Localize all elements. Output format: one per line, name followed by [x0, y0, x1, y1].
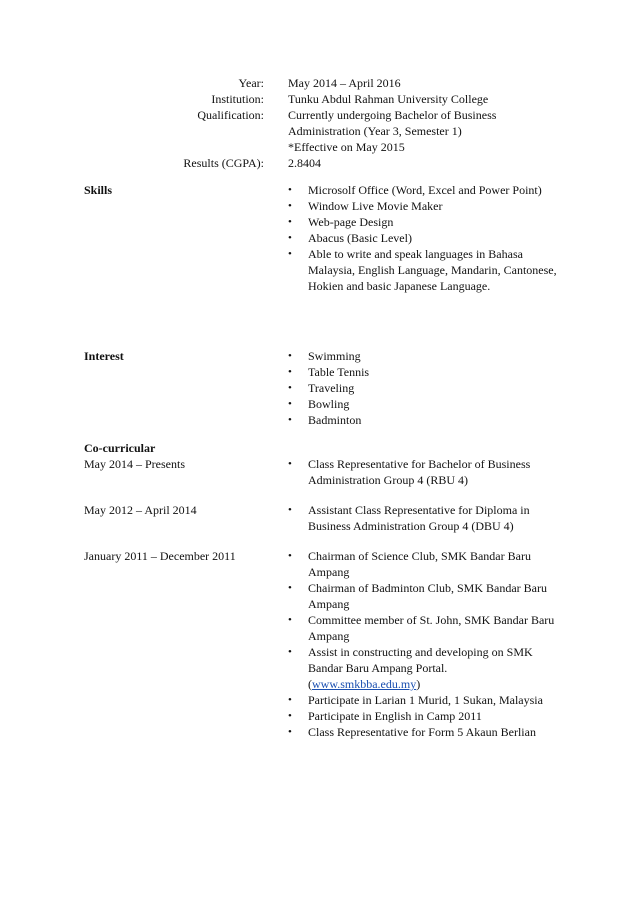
activity-text: Chairman of Badminton Club, SMK Bandar Baru Ampang — [308, 581, 547, 611]
qualification-value: Currently undergoing Bachelor of Business — [288, 108, 497, 122]
bullet-icon: • — [288, 582, 292, 594]
list-item — [288, 724, 558, 740]
activity-text: Class Representative for Bachelor of Business Administration Group 4 (RBU 4) — [308, 457, 531, 487]
list-item — [288, 502, 558, 534]
bullet-icon: • — [288, 350, 292, 362]
interest-text: Table Tennis — [308, 365, 370, 379]
list-item — [288, 644, 558, 692]
qualification-value-line2: Administration (Year 3, Semester 1) — [288, 124, 462, 138]
bullet-icon: • — [288, 550, 292, 562]
bullet-icon: • — [288, 200, 292, 212]
portal-link-wrap: (www.smkbba.edu.my) — [308, 677, 421, 691]
activity-text: Participate in English in Camp 2011 — [308, 709, 482, 723]
list-item — [288, 246, 558, 294]
interest-text: Traveling — [308, 381, 355, 395]
institution-label: Institution: — [211, 92, 264, 106]
activity-text: Class Representative for Form 5 Akaun Berlian — [308, 725, 536, 739]
cocurricular-list-2 — [288, 502, 558, 534]
activity-text: Committee member of St. John, SMK Bandar Baru Ampang — [308, 613, 555, 643]
list-item — [288, 380, 558, 396]
interest-text: Bowling — [308, 397, 350, 411]
interest-list — [288, 348, 558, 428]
year-value: May 2014 – April 2016 — [288, 76, 401, 90]
period-label: January 2011 – December 2011 — [84, 549, 236, 563]
list-item — [288, 364, 558, 380]
skill-text: Web-page Design — [308, 215, 394, 229]
bullet-icon: • — [288, 366, 292, 378]
bullet-icon: • — [288, 694, 292, 706]
skill-text: Window Live Movie Maker — [308, 199, 443, 213]
bullet-icon: • — [288, 726, 292, 738]
list-item — [288, 580, 558, 612]
activity-text: Participate in Larian 1 Murid, 1 Sukan, Malaysia — [308, 693, 543, 707]
bullet-icon: • — [288, 458, 292, 470]
list-item — [288, 708, 558, 724]
period-label: May 2014 – Presents — [84, 457, 185, 471]
cocurricular-heading: Co-curricular — [84, 441, 156, 455]
institution-value: Tunku Abdul Rahman University College — [288, 92, 489, 106]
list-item — [288, 182, 558, 198]
list-item — [288, 396, 558, 412]
period-label: May 2012 – April 2014 — [84, 503, 197, 517]
bullet-icon: • — [288, 646, 292, 658]
interest-heading: Interest — [84, 349, 124, 363]
interest-text: Badminton — [308, 413, 362, 427]
bullet-icon: • — [288, 382, 292, 394]
activity-text: Chairman of Science Club, SMK Bandar Baru Ampang — [308, 549, 531, 579]
bullet-icon: • — [288, 504, 292, 516]
skill-text: Able to write and speak languages in Bahasa Malaysia, English Language, Mandarin, Cantonese, Hokien and basic Japanese Language. — [308, 247, 557, 293]
list-item — [288, 230, 558, 246]
list-item — [288, 348, 558, 364]
qualification-effective-note: *Effective on May 2015 — [288, 140, 405, 154]
list-item — [288, 412, 558, 428]
skill-text: Abacus (Basic Level) — [308, 231, 412, 245]
list-item — [288, 612, 558, 644]
list-item — [288, 456, 558, 488]
activity-text: Assistant Class Representative for Diploma in Business Administration Group 4 (DBU 4) — [308, 503, 530, 533]
results-label: Results (CGPA): — [183, 156, 264, 170]
cocurricular-list-1 — [288, 456, 558, 488]
portal-link[interactable]: www.smkbba.edu.my — [312, 677, 417, 691]
activity-text: Assist in constructing and developing on SMK Bandar Baru Ampang Portal. — [308, 645, 533, 675]
qualification-label: Qualification: — [197, 108, 264, 122]
skills-heading: Skills — [84, 183, 113, 197]
bullet-icon: • — [288, 216, 292, 228]
bullet-icon: • — [288, 398, 292, 410]
bullet-icon: • — [288, 248, 292, 260]
list-item — [288, 214, 558, 230]
bullet-icon: • — [288, 232, 292, 244]
bullet-icon: • — [288, 184, 292, 196]
year-label: Year: — [238, 76, 264, 90]
list-item — [288, 692, 558, 708]
bullet-icon: • — [288, 414, 292, 426]
results-value: 2.8404 — [288, 156, 321, 170]
cocurricular-list-3 — [288, 548, 558, 740]
skill-text: Microsolf Office (Word, Excel and Power Point) — [308, 183, 542, 197]
interest-text: Swimming — [308, 349, 361, 363]
bullet-icon: • — [288, 710, 292, 722]
list-item — [288, 548, 558, 580]
skills-list — [288, 182, 558, 294]
bullet-icon: • — [288, 614, 292, 626]
list-item — [288, 198, 558, 214]
